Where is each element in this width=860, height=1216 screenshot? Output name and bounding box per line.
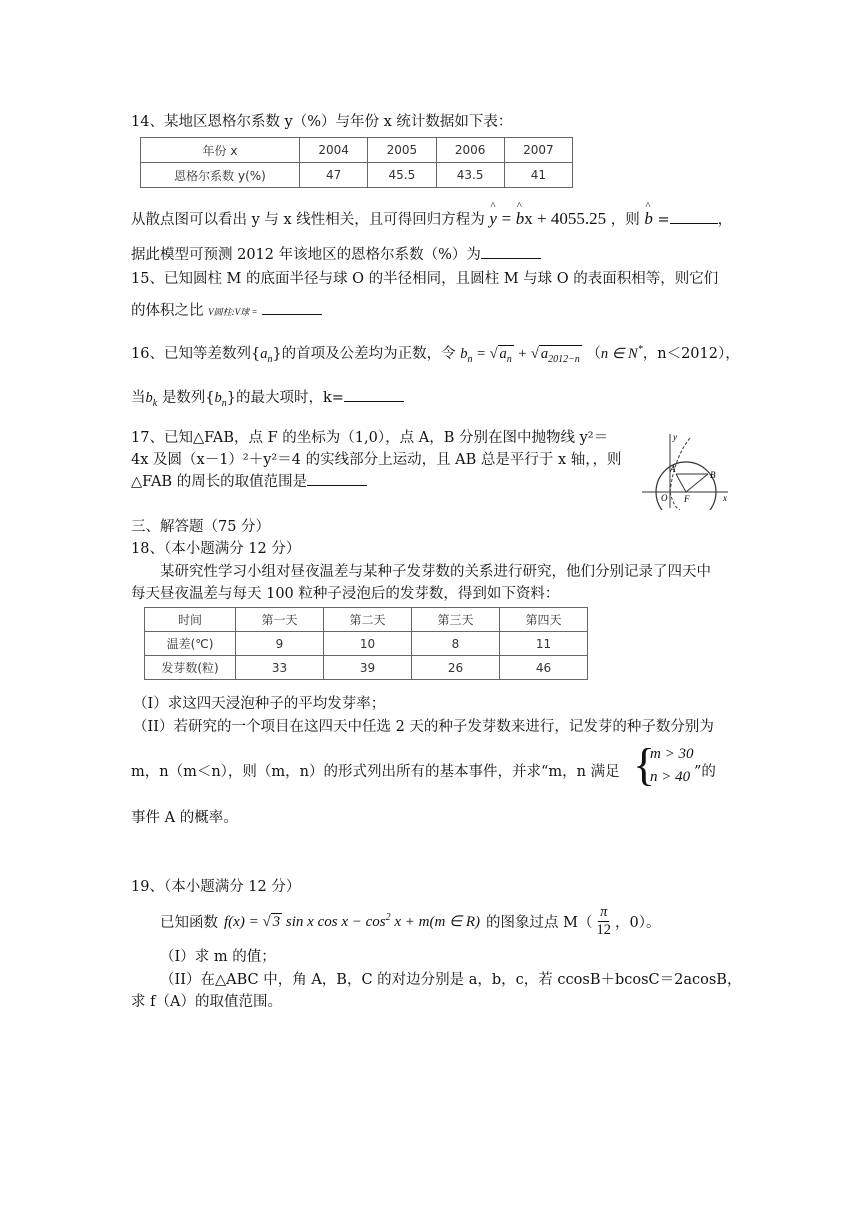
q16-text: }的最大项时，k=: [226, 390, 344, 406]
answer-blank[interactable]: [262, 302, 322, 315]
q18-header: 第一天: [236, 608, 324, 632]
q18-p2: 每天昼夜温差与每天 100 粒种子浸泡后的发芽数，得到如下资料：: [131, 586, 560, 602]
q18-sub3b: ”的: [694, 764, 716, 780]
q18-cell: 39: [324, 656, 412, 680]
q17-line3-text: △FAB 的周长的取值范围是: [131, 474, 308, 490]
n-in-N: n ∈ N*: [600, 344, 643, 362]
answer-blank[interactable]: [670, 211, 718, 224]
q18-sub2: （II）若研究的一个项目在这四天中任选 2 天的种子发芽数来进行，记发芽的种子数分别为: [133, 719, 714, 735]
q14-header-2006: 2006: [436, 138, 504, 163]
b-k: $b_k$: [145, 390, 158, 409]
q14-then: ，则: [610, 212, 640, 228]
q14-line2-text: 据此模型可预测 2012 年该地区的恩格尔系数（%）为: [131, 247, 481, 263]
q19-title: 19、（本小题满分 12 分）: [131, 879, 301, 895]
q16-line1: [131, 342, 740, 365]
volume-ratio: V圆柱:V球 =: [208, 307, 258, 317]
q14-equals: =: [657, 212, 670, 228]
q16-text: 16、已知等差数列{: [131, 346, 261, 362]
fig-label-f: F: [684, 494, 690, 504]
b-n-formula: $b_n$ = √ $a_n$ + √ $a_{2012-n}$: [460, 346, 580, 365]
q18-table: [144, 607, 588, 680]
b-hat: ^ b: [516, 209, 525, 229]
inequality-m: m > 30: [650, 746, 694, 762]
fig-label-y: y: [673, 432, 677, 442]
parabola-circle-figure: [640, 430, 732, 510]
function-definition: f(x) = √ 3 sin x $\cos x - \cos^2 x + m(m$ ∈ R): [224, 911, 481, 930]
q14-line1-text: 从散点图可以看出 y 与 x 线性相关，且可得回归方程为: [131, 212, 485, 228]
q18-header: 第二天: [324, 608, 412, 632]
q14-cell: 43.5: [436, 163, 504, 188]
q16-text: }的首项及公差均为正数，令: [272, 346, 456, 362]
q19-sub1: （I）求 m 的值；: [160, 949, 276, 965]
brace: {: [633, 739, 656, 790]
q18-cell: 33: [236, 656, 324, 680]
q14-header-2005: 2005: [368, 138, 436, 163]
q14-line2: [131, 243, 541, 264]
q18-row-label: 温差(℃): [145, 632, 236, 656]
q14-cell: 45.5: [368, 163, 436, 188]
q16-text: 当: [131, 390, 146, 406]
q16-line2: [131, 386, 404, 409]
q19-text: 已知函数: [160, 914, 218, 931]
parabola-lower: [670, 492, 680, 510]
segment-fa: [676, 474, 686, 492]
q18-sub1: （I）求这四天浸泡种子的平均发芽率；: [133, 696, 386, 712]
q18-cell: 46: [500, 656, 588, 680]
q14-cell: 47: [300, 163, 368, 188]
q14-cell: 41: [504, 163, 572, 188]
q18-title: 18、（本小题满分 12 分）: [131, 541, 301, 557]
q18-p1: 某研究性学习小组对昼夜温差与某种子发芽数的关系进行研究，他们分别记录了四天中: [160, 564, 711, 580]
q18-sub3a: m，n（m＜n），则（m，n）的形式列出所有的基本事件，并求“m，n 满足: [131, 764, 620, 780]
q19-text: 的图象过点 M（: [486, 914, 593, 931]
q18-header: 第四天: [500, 608, 588, 632]
q15-line2-text: 的体积之比: [131, 303, 204, 319]
q17-line1: 17、已知△FAB，点 F 的坐标为（1,0），点 A，B 分别在图中抛物线 y²＝: [131, 430, 609, 446]
q17-line3: [131, 470, 367, 491]
q19-line1: [160, 899, 660, 943]
q18-cell: 8: [412, 632, 500, 656]
b-n: $b_n$: [214, 390, 227, 409]
fig-label-b: B: [710, 470, 716, 480]
q18-header: 第三天: [412, 608, 500, 632]
q17-line2: 4x 及圆（x－1）²＋y²＝4 的实线部分上运动，且 AB 总是平行于 x 轴，，则: [131, 452, 622, 468]
fraction-numerator: π: [600, 903, 608, 920]
b-hat: ^ b: [644, 209, 653, 229]
q19-text: ，0）。: [615, 914, 661, 931]
q14-line1: 从散点图可以看出 y 与 x 线性相关，且可得回归方程为 ^ y = ^ bx + 4055.25 ，则 ^ b = ，: [131, 208, 732, 229]
a-n: $a_n$: [260, 346, 273, 365]
q16-text: ，n＜2012），: [642, 346, 740, 362]
fig-label-x: x: [723, 493, 727, 503]
inequality-n: n > 40: [650, 769, 691, 785]
inequality-system: [633, 739, 694, 795]
q14-table: [140, 137, 573, 188]
q18-row-label: 发芽数(粒): [145, 656, 236, 680]
q14-equation: x + 4055.25: [524, 209, 607, 228]
q19-sub2: （II）在△ABC 中，角 A，B，C 的对边分别是 a，b，c，若 ccosB＋bcosC＝2acosB，: [160, 972, 742, 988]
fig-label-o: O: [661, 493, 668, 503]
q18-cell: 11: [500, 632, 588, 656]
fraction-pi-12: [595, 904, 614, 939]
y-hat: ^ y: [489, 209, 497, 229]
fraction-denominator: 12: [596, 921, 611, 938]
q18-header: 时间: [145, 608, 236, 632]
answer-blank[interactable]: [344, 389, 404, 402]
answer-blank[interactable]: [307, 473, 367, 486]
answer-blank[interactable]: [481, 246, 541, 259]
segment-fb: [686, 474, 708, 492]
section-3-heading: 三、解答题（75 分）: [131, 519, 271, 535]
q15-line2: [131, 299, 322, 320]
q16-text: 是数列{: [161, 390, 215, 406]
fig-label-a: A: [670, 464, 676, 474]
q14-header-2004: 2004: [300, 138, 368, 163]
q18-cell: 26: [412, 656, 500, 680]
q14-header-2007: 2007: [504, 138, 572, 163]
q16-text: （: [586, 346, 601, 362]
q14-header-year: 年份 x: [141, 138, 300, 163]
q14-row-label: 恩格尔系数 y(%): [141, 163, 300, 188]
q18-cell: 10: [324, 632, 412, 656]
q19-sub3: 求 f（A）的取值范围。: [131, 994, 282, 1010]
q18-sub4: 事件 A 的概率。: [131, 810, 238, 826]
q15-line1: 15、已知圆柱 M 的底面半径与球 O 的半径相同，且圆柱 M 与球 O 的表面积相等，则它们: [131, 271, 719, 287]
q14-intro: 14、某地区恩格尔系数 y（%）与年份 x 统计数据如下表：: [131, 114, 513, 130]
q18-cell: 9: [236, 632, 324, 656]
